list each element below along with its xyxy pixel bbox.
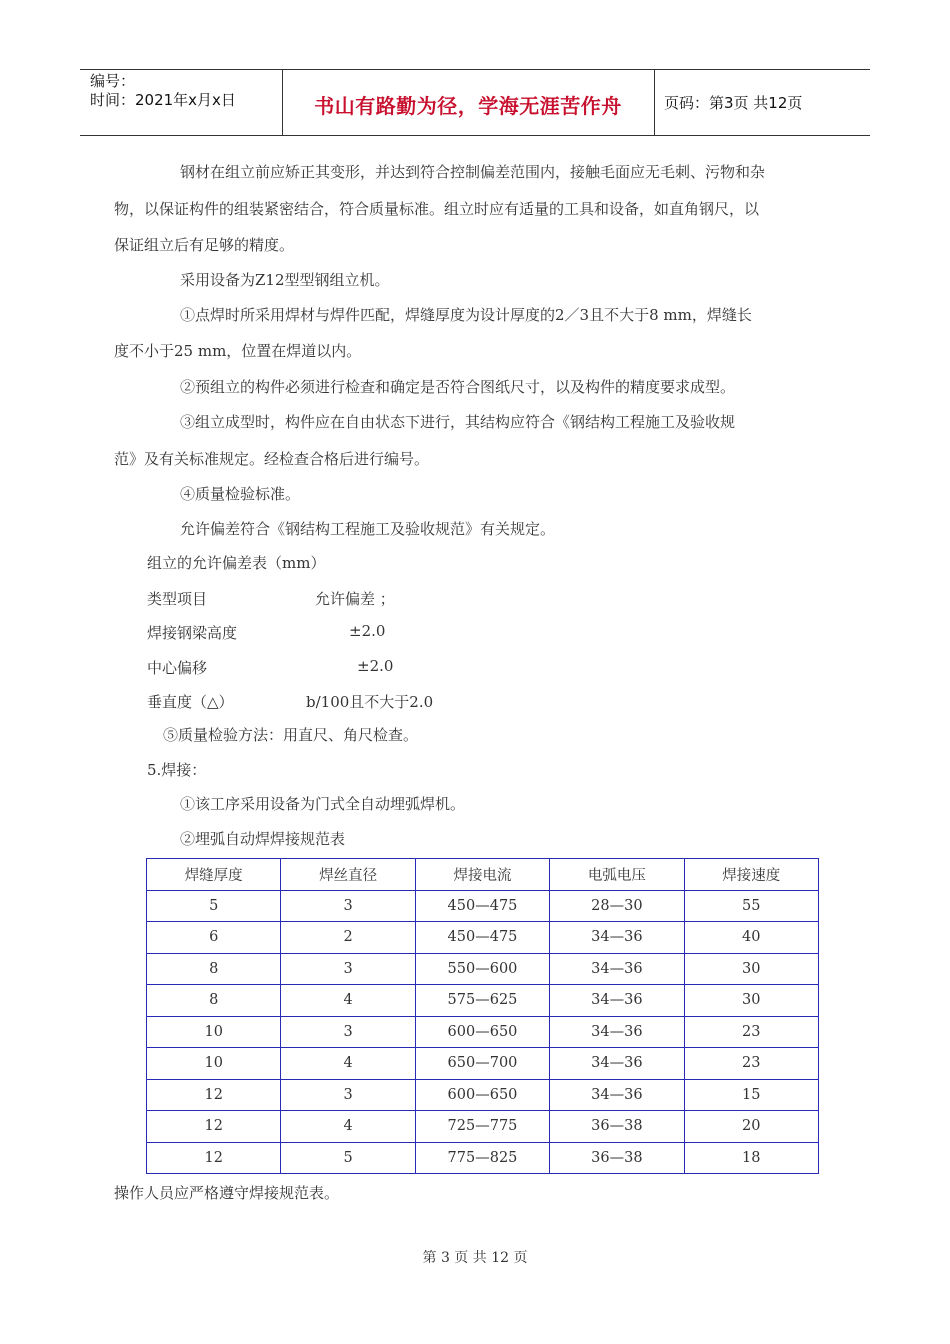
table-row — [147, 1079, 819, 1111]
paragraph-item: ①该工序采用设备为门式全自动埋弧焊机。 — [180, 795, 466, 813]
table-cell: 8 — [147, 985, 281, 1017]
column-header: 电弧电压 — [550, 859, 684, 891]
tolerance-item-name: 类型项目 — [147, 590, 208, 608]
table-cell: 34—36 — [550, 985, 684, 1017]
table-cell: 3 — [281, 1016, 415, 1048]
table-cell: 10 — [147, 1048, 281, 1080]
table-cell: 2 — [281, 922, 415, 954]
table-cell: 650—700 — [415, 1048, 549, 1080]
welding-spec-table — [146, 858, 819, 1174]
tolerance-item-value: ±2.0 — [357, 657, 394, 675]
paragraph-item: ④质量检验标准。 — [180, 485, 301, 503]
table-cell: 575—625 — [415, 985, 549, 1017]
paragraph-line: 保证组立后有足够的精度。 — [114, 236, 295, 254]
table-cell: 12 — [147, 1079, 281, 1111]
table-cell: 4 — [281, 1111, 415, 1143]
document-time-label: 时间：2021年x月x日 — [90, 91, 236, 109]
table-cell: 55 — [684, 890, 818, 922]
paragraph-line: ③组立成型时，构件应在自由状态下进行，其结构应符合《钢结构工程施工及验收规 — [180, 413, 736, 431]
table-row — [147, 1111, 819, 1143]
paragraph-line: 范》及有关标准规定。经检查合格后进行编号。 — [114, 450, 430, 468]
paragraph-line: 钢材在组立前应矫正其变形，并达到符合控制偏差范围内，接触毛面应无毛刺、污物和杂 — [180, 163, 766, 181]
table-cell: 34—36 — [550, 953, 684, 985]
document-number-label: 编号： — [90, 72, 136, 90]
closing-note: 操作人员应严格遵守焊接规范表。 — [114, 1184, 340, 1202]
table-cell: 4 — [281, 1048, 415, 1080]
table-cell: 36—38 — [550, 1142, 684, 1174]
paragraph-item: ②预组立的构件必须进行检查和确定是否符合图纸尺寸，以及构件的精度要求成型。 — [180, 378, 736, 396]
table-cell: 18 — [684, 1142, 818, 1174]
header-bottom-rule — [80, 135, 870, 136]
table-cell: 550—600 — [415, 953, 549, 985]
table-cell: 34—36 — [550, 1016, 684, 1048]
table-cell: 600—650 — [415, 1079, 549, 1111]
table-row — [147, 1048, 819, 1080]
page-footer: 第 3 页 共 12 页 — [422, 1250, 528, 1266]
table-cell: 3 — [281, 890, 415, 922]
table-cell: 775—825 — [415, 1142, 549, 1174]
header-top-rule — [80, 69, 870, 70]
table-cell: 3 — [281, 1079, 415, 1111]
table-cell: 6 — [147, 922, 281, 954]
paragraph-equipment: 采用设备为Z12型型钢组立机。 — [180, 271, 390, 289]
table-cell: 34—36 — [550, 922, 684, 954]
table-cell: 5 — [281, 1142, 415, 1174]
paragraph-item: ⑤质量检验方法：用直尺、角尺检查。 — [163, 726, 419, 744]
table-row — [147, 985, 819, 1017]
paragraph-line: 物，以保证构件的组装紧密结合，符合质量标准。组立时应有适量的工具和设备，如直角钢尺，以 — [114, 200, 760, 218]
table-cell: 450—475 — [415, 922, 549, 954]
table-cell: 23 — [684, 1048, 818, 1080]
paragraph-line: 度不小于25 mm，位置在焊道以内。 — [114, 342, 362, 360]
section-heading-welding: 5.焊接： — [147, 761, 207, 779]
paragraph-line: 允许偏差符合《钢结构工程施工及验收规范》有关规定。 — [180, 520, 556, 538]
tolerance-table-title: 组立的允许偏差表（mm） — [147, 554, 326, 572]
tolerance-item-value: ±2.0 — [349, 622, 386, 640]
table-cell: 40 — [684, 922, 818, 954]
weld-table-caption: ②埋弧自动焊焊接规范表 — [180, 830, 346, 848]
header-meta — [90, 72, 236, 110]
table-row — [147, 922, 819, 954]
table-cell: 30 — [684, 953, 818, 985]
tolerance-item-name: 焊接钢梁高度 — [147, 624, 238, 642]
table-cell: 3 — [281, 953, 415, 985]
table-cell: 20 — [684, 1111, 818, 1143]
table-row — [147, 1142, 819, 1174]
table-cell: 34—36 — [550, 1079, 684, 1111]
table-header-row — [147, 859, 819, 891]
header-divider-right — [654, 69, 655, 136]
table-cell: 30 — [684, 985, 818, 1017]
header-motto: 书山有路勤为径，学海无涯苦作舟 — [314, 94, 622, 118]
table-row — [147, 1016, 819, 1048]
table-cell: 600—650 — [415, 1016, 549, 1048]
column-header: 焊接速度 — [684, 859, 818, 891]
column-header: 焊缝厚度 — [147, 859, 281, 891]
tolerance-item-value: 允许偏差 ； — [315, 590, 395, 608]
column-header: 焊丝直径 — [281, 859, 415, 891]
tolerance-item-name: 中心偏移 — [147, 659, 208, 677]
table-cell: 28—30 — [550, 890, 684, 922]
header-page-number: 页码：第3页 共12页 — [664, 94, 803, 112]
table-cell: 12 — [147, 1111, 281, 1143]
column-header: 焊接电流 — [415, 859, 549, 891]
table-row — [147, 890, 819, 922]
table-cell: 23 — [684, 1016, 818, 1048]
tolerance-item-name: 垂直度（△） — [147, 693, 234, 711]
table-cell: 725—775 — [415, 1111, 549, 1143]
table-cell: 450—475 — [415, 890, 549, 922]
table-cell: 34—36 — [550, 1048, 684, 1080]
table-cell: 4 — [281, 985, 415, 1017]
table-cell: 5 — [147, 890, 281, 922]
table-cell: 12 — [147, 1142, 281, 1174]
table-cell: 36—38 — [550, 1111, 684, 1143]
tolerance-item-value: b/100且不大于2.0 — [306, 693, 434, 711]
table-row — [147, 953, 819, 985]
table-cell: 8 — [147, 953, 281, 985]
table-cell: 10 — [147, 1016, 281, 1048]
table-cell: 15 — [684, 1079, 818, 1111]
paragraph-line: ①点焊时所采用焊材与焊件匹配，焊缝厚度为设计厚度的2／3且不大于8 mm，焊缝长 — [180, 306, 752, 324]
